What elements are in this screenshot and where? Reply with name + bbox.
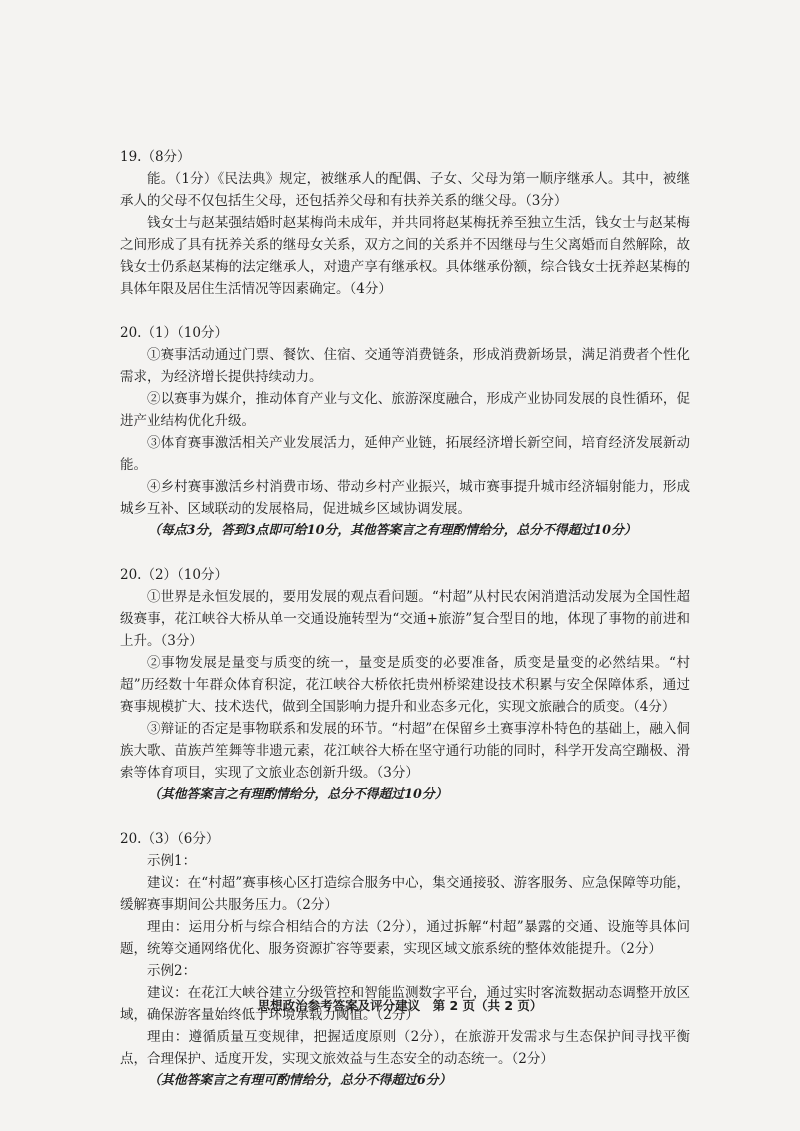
q20-3-example-1-label: 示例1： bbox=[147, 853, 197, 869]
q19-para-2: 钱女士与赵某强结婚时赵某梅尚未成年，并共同将赵某梅抚养至独立生活，钱女士与赵某梅之间形成了具有抚养关系的继母女关系，双方之间的关系并不因继母与生父离婚而自然解除，故钱女士仍系赵某梅的法定继承人，对遗产享有继承权。具体继承份额，综合钱女士抚养赵某梅的具体年限及居住生活情况等因素确定。（4分） bbox=[120, 215, 690, 297]
page-footer: 思想政治参考答案及评分建议 第 2 页（共 2 页） bbox=[257, 998, 543, 1013]
q20-1-point-3: ③体育赛事激活相关产业发展活力，延伸产业链，拓展经济增长新空间，培育经济发展新动能。 bbox=[120, 435, 690, 473]
q20-2-point-3: ③辩证的否定是事物联系和发展的环节。“村超”在保留乡土赛事淳朴特色的基础上，融入侗族大歌、苗族芦笙舞等非遗元素，花江峡谷大桥在坚守通行功能的同时，科学开发高空蹦极、滑索等体育项目，实现了文旅业态创新升级。（3分） bbox=[120, 721, 690, 781]
q20-1-scoring-note: （每点3分，答到3点即可给10分，其他答案言之有理酌情给分，总分不得超过10分） bbox=[148, 523, 637, 538]
section-gap bbox=[120, 542, 690, 564]
q20-1-point-2: ②以赛事为媒介，推动体育产业与文化、旅游深度融合，形成产业协同发展的良性循环，促进产业结构优化升级。 bbox=[120, 391, 690, 429]
q19-heading: 19.（8分） bbox=[120, 149, 191, 165]
q20-3-example-2-label: 示例2： bbox=[147, 963, 197, 979]
q20-3-example-1-suggestion: 建议：在“村超”赛事核心区打造综合服务中心，集交通接驳、游客服务、应急保障等功能，缓解赛事期间公共服务压力。（2分） bbox=[120, 875, 690, 913]
q20-3-example-2-suggestion: 建议：在花江大峡谷建立分级管控和智能监测数字平台，通过实时客流数据动态调整开放区域，确保游客量始终低于环境承载力阈值。（2分） bbox=[120, 985, 690, 1023]
q20-2-point-1: ①世界是永恒发展的，要用发展的观点看问题。“村超”从村民农闲消遣活动发展为全国性超级赛事，花江峡谷大桥从单一交通设施转型为“交通+旅游”复合型目的地，体现了事物的前进和上升。（3分） bbox=[120, 589, 690, 649]
q19-para-1: 能。（1分）《民法典》规定，被继承人的配偶、子女、父母为第一顺序继承人。其中，被继承人的父母不仅包括生父母，还包括养父母和有扶养关系的继父母。（3分） bbox=[120, 171, 690, 209]
q20-1-point-1: ①赛事活动通过门票、餐饮、住宿、交通等消费链条，形成消费新场景，满足消费者个性化需求，为经济增长提供持续动力。 bbox=[120, 347, 690, 385]
q20-2-heading: 20.（2）（10分） bbox=[120, 567, 228, 583]
q20-1-point-4: ④乡村赛事激活乡村消费市场、带动乡村产业振兴，城市赛事提升城市经济辐射能力，形成城乡互补、区域联动的发展格局，促进城乡区域协调发展。 bbox=[120, 479, 690, 517]
q20-1-heading: 20.（1）（10分） bbox=[120, 325, 228, 341]
answer-content bbox=[120, 146, 690, 1092]
q20-3-heading: 20.（3）（6分） bbox=[120, 831, 220, 847]
q20-3-scoring-note: （其他答案言之有理可酌情给分，总分不得超过6分） bbox=[148, 1073, 452, 1088]
q20-2-point-2: ②事物发展是量变与质变的统一，量变是质变的必要准备，质变是量变的必然结果。“村超”历经数十年群众体育积淀，花江峡谷大桥依托贵州桥梁建设技术积累与安全保障体系，通过赛事规模扩大、技术迭代，做到全国影响力提升和业态多元化，实现文旅融合的质变。（4分） bbox=[120, 655, 690, 715]
q20-3-example-2-reason: 理由：遵循质量互变规律，把握适度原则（2分），在旅游开发需求与生态保护间寻找平衡点，合理保护、适度开发，实现文旅效益与生态安全的动态统一。（2分） bbox=[120, 1029, 690, 1067]
q20-3-example-1-reason: 理由：运用分析与综合相结合的方法（2分），通过拆解“村超”暴露的交通、设施等具体问题，统筹交通网络优化、服务资源扩容等要素，实现区域文旅系统的整体效能提升。（2分） bbox=[120, 919, 690, 957]
section-gap bbox=[120, 300, 690, 322]
q20-2-scoring-note: （其他答案言之有理酌情给分，总分不得超过10分） bbox=[148, 787, 448, 802]
section-gap bbox=[120, 806, 690, 828]
